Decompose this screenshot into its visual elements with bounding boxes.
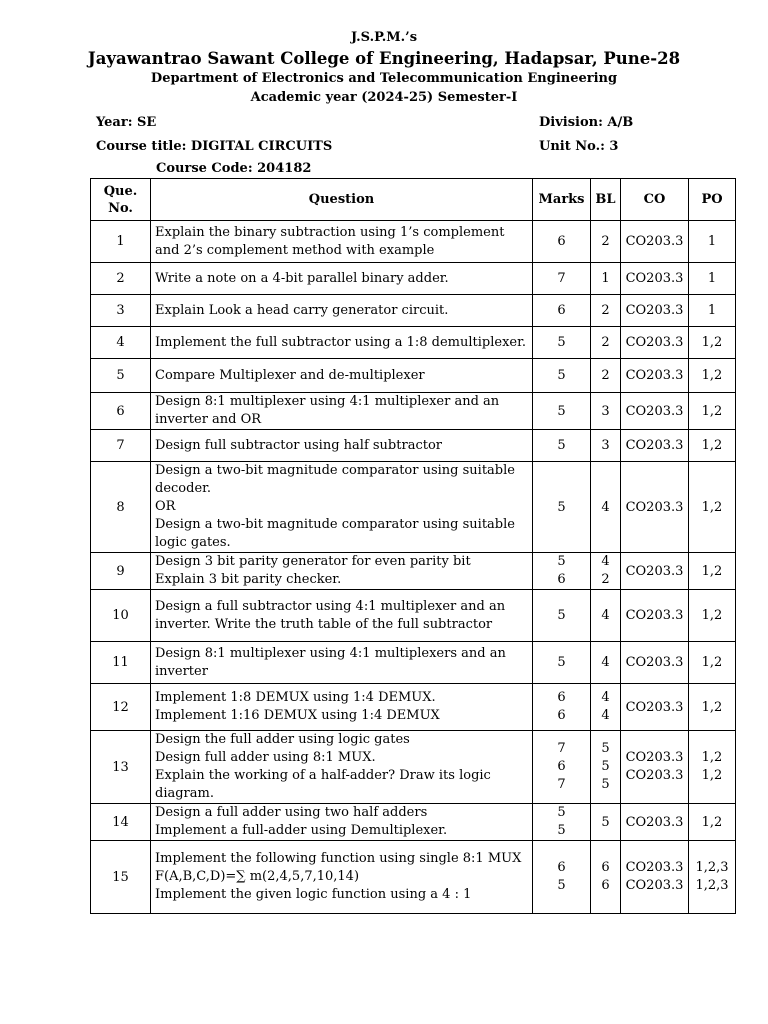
- question-text-line: Implement the following function using single 8:1 MUX: [155, 851, 522, 866]
- co-cell-line: CO203.3: [625, 750, 684, 765]
- header-co: CO: [621, 179, 689, 221]
- question-text: Implement the full subtractor using a 1:8 demultiplexer.: [151, 327, 533, 359]
- question-number: 14: [91, 804, 151, 841]
- question-text-lines: [155, 731, 528, 803]
- marks-cell-lines: [533, 804, 590, 840]
- bl-cell: [591, 841, 621, 914]
- table-row: [91, 327, 736, 359]
- co-cell: CO203.3: [621, 221, 689, 263]
- po-cell: 1: [689, 295, 736, 327]
- table-row: [91, 295, 736, 327]
- course-title: Course title: DIGITAL CIRCUITS: [96, 139, 333, 154]
- question-text-line: OR: [155, 499, 176, 514]
- question-table-body: [91, 221, 736, 914]
- marks-cell-lines: [533, 689, 590, 725]
- question-number: 13: [91, 731, 151, 804]
- marks-cell: 5: [533, 430, 591, 462]
- question-text-line: Implement 1:16 DEMUX using 1:4 DEMUX: [155, 708, 440, 723]
- marks-cell-line: 5: [557, 823, 566, 838]
- marks-cell-lines: [533, 740, 590, 794]
- bl-cell-lines: [591, 689, 620, 725]
- marks-cell: [533, 804, 591, 841]
- bl-cell: 4: [591, 462, 621, 553]
- bl-cell-lines: [591, 859, 620, 895]
- marks-cell: [533, 553, 591, 590]
- question-number: 2: [91, 263, 151, 295]
- bl-cell-line: 4: [601, 708, 610, 723]
- bl-cell-line: 4: [601, 690, 610, 705]
- po-cell: 1,2: [689, 642, 736, 684]
- bl-cell-line: 5: [601, 741, 610, 756]
- marks-cell-line: 5: [557, 554, 566, 569]
- marks-cell-line: 5: [557, 878, 566, 893]
- table-row: [91, 553, 736, 590]
- question-text-lines: [155, 850, 528, 904]
- po-cell: 1,2: [689, 359, 736, 393]
- co-cell: [621, 731, 689, 804]
- marks-cell: [533, 841, 591, 914]
- marks-cell-line: 7: [557, 741, 566, 756]
- co-cell: CO203.3: [621, 590, 689, 642]
- table-row: [91, 263, 736, 295]
- po-cell: 1,2: [689, 684, 736, 731]
- course-code: Course Code: 204182: [156, 161, 312, 176]
- marks-cell: 5: [533, 590, 591, 642]
- po-cell: 1,2: [689, 804, 736, 841]
- question-number: 6: [91, 393, 151, 430]
- po-cell-line: 1,2: [701, 768, 723, 783]
- marks-cell: [533, 731, 591, 804]
- table-row: [91, 590, 736, 642]
- question-number: 9: [91, 553, 151, 590]
- year-label: Year: SE: [96, 115, 157, 130]
- co-cell: CO203.3: [621, 804, 689, 841]
- bl-cell-line: 6: [601, 860, 610, 875]
- co-cell: [621, 841, 689, 914]
- question-text-lines: [155, 804, 528, 840]
- question-text: [151, 804, 533, 841]
- header-question-no: Que. No.: [91, 179, 151, 221]
- question-text: Design 8:1 multiplexer using 4:1 multiplexer and an inverter and OR: [151, 393, 533, 430]
- marks-cell: 5: [533, 393, 591, 430]
- bl-cell: 4: [591, 590, 621, 642]
- po-cell-line: 1,2,3: [695, 860, 729, 875]
- question-text: Compare Multiplexer and de-multiplexer: [151, 359, 533, 393]
- table-row: [91, 393, 736, 430]
- question-text: Design 8:1 multiplexer using 4:1 multiplexers and an inverter: [151, 642, 533, 684]
- header-marks: Marks: [533, 179, 591, 221]
- marks-cell-line: 6: [557, 572, 566, 587]
- question-text: Write a note on a 4-bit parallel binary adder.: [151, 263, 533, 295]
- po-cell: [689, 841, 736, 914]
- question-text-lines: [155, 689, 528, 725]
- bl-cell-line: 6: [601, 878, 610, 893]
- department-name: Department of Electronics and Telecommunication Engineering: [150, 71, 618, 86]
- co-cell-lines: [621, 859, 688, 895]
- question-text-lines: [155, 553, 528, 589]
- marks-cell-lines: [533, 859, 590, 895]
- bl-cell: 3: [591, 430, 621, 462]
- po-cell: 1,2: [689, 590, 736, 642]
- co-cell: CO203.3: [621, 430, 689, 462]
- question-text-line: Explain the working of a half-adder? Draw its logic diagram.: [155, 768, 491, 801]
- question-text: [151, 462, 533, 553]
- co-cell-line: CO203.3: [625, 878, 684, 893]
- co-cell-line: CO203.3: [625, 860, 684, 875]
- question-number: 1: [91, 221, 151, 263]
- table-row: [91, 359, 736, 393]
- question-text: [151, 684, 533, 731]
- co-cell: CO203.3: [621, 295, 689, 327]
- question-text-line: Implement the given logic function using a 4 : 1: [155, 887, 472, 902]
- po-cell: 1,2: [689, 553, 736, 590]
- marks-cell-line: 6: [557, 690, 566, 705]
- bl-cell: 1: [591, 263, 621, 295]
- bl-cell: [591, 553, 621, 590]
- question-text-line: Design the full adder using logic gates: [155, 732, 410, 747]
- bl-cell: 4: [591, 642, 621, 684]
- question-number: 10: [91, 590, 151, 642]
- table-row: [91, 731, 736, 804]
- question-text-line: F(A,B,C,D)=∑ m(2,4,5,7,10,14): [155, 869, 360, 884]
- table-header-row: [91, 179, 736, 221]
- co-cell: CO203.3: [621, 684, 689, 731]
- header-bl: BL: [591, 179, 621, 221]
- bl-cell-line: 4: [601, 554, 610, 569]
- marks-cell-line: 6: [557, 708, 566, 723]
- co-cell: CO203.3: [621, 393, 689, 430]
- question-text-line: Design a two-bit magnitude comparator using suitable logic gates.: [155, 517, 515, 550]
- marks-cell-line: 6: [557, 759, 566, 774]
- question-text: Explain Look a head carry generator circuit.: [151, 295, 533, 327]
- bl-cell-lines: [591, 740, 620, 794]
- table-row: [91, 221, 736, 263]
- marks-cell-line: 6: [557, 860, 566, 875]
- po-cell: 1,2: [689, 393, 736, 430]
- po-cell: 1: [689, 263, 736, 295]
- question-text: Design a full subtractor using 4:1 multiplexer and an inverter. Write the truth table of the full subtractor: [151, 590, 533, 642]
- question-text-lines: [155, 462, 528, 552]
- po-cell: 1: [689, 221, 736, 263]
- marks-cell: 6: [533, 221, 591, 263]
- bl-cell: [591, 684, 621, 731]
- question-text-line: Design a two-bit magnitude comparator using suitable decoder.: [155, 463, 515, 496]
- marks-cell-lines: [533, 553, 590, 589]
- question-table: [90, 178, 736, 914]
- question-text: [151, 731, 533, 804]
- header-question: Question: [151, 179, 533, 221]
- header-po: PO: [689, 179, 736, 221]
- po-cell: [689, 731, 736, 804]
- question-text-line: Implement 1:8 DEMUX using 1:4 DEMUX.: [155, 690, 436, 705]
- po-cell-lines: [689, 859, 735, 895]
- question-text-line: Implement a full-adder using Demultiplexer.: [155, 823, 448, 838]
- question-text: [151, 841, 533, 914]
- question-number: 12: [91, 684, 151, 731]
- bl-cell-line: 5: [601, 759, 610, 774]
- po-cell: 1,2: [689, 430, 736, 462]
- co-cell: CO203.3: [621, 642, 689, 684]
- unit-number: Unit No.: 3: [539, 139, 619, 154]
- bl-cell: 2: [591, 295, 621, 327]
- question-number: 3: [91, 295, 151, 327]
- marks-cell: 5: [533, 359, 591, 393]
- marks-cell-line: 7: [557, 777, 566, 792]
- marks-cell: 5: [533, 642, 591, 684]
- bl-cell-lines: [591, 553, 620, 589]
- co-cell: CO203.3: [621, 327, 689, 359]
- po-cell: 1,2: [689, 327, 736, 359]
- marks-cell: [533, 684, 591, 731]
- question-number: 5: [91, 359, 151, 393]
- marks-cell: 5: [533, 462, 591, 553]
- table-row: [91, 804, 736, 841]
- marks-cell-line: 5: [557, 805, 566, 820]
- question-text-line: Explain 3 bit parity checker.: [155, 572, 342, 587]
- marks-cell: 7: [533, 263, 591, 295]
- academic-year: Academic year (2024-25) Semester-I: [250, 90, 518, 105]
- co-cell: CO203.3: [621, 263, 689, 295]
- po-cell-line: 1,2: [701, 750, 723, 765]
- table-row: [91, 841, 736, 914]
- question-text: Design full subtractor using half subtractor: [151, 430, 533, 462]
- bl-cell-line: 2: [601, 572, 610, 587]
- bl-cell-line: 5: [601, 777, 610, 792]
- table-row: [91, 684, 736, 731]
- table-row: [91, 430, 736, 462]
- marks-cell: 5: [533, 327, 591, 359]
- division-label: Division: A/B: [539, 115, 634, 130]
- co-cell-line: CO203.3: [625, 768, 684, 783]
- bl-cell: 5: [591, 804, 621, 841]
- bl-cell: 2: [591, 359, 621, 393]
- co-cell: CO203.3: [621, 553, 689, 590]
- question-number: 15: [91, 841, 151, 914]
- question-number: 4: [91, 327, 151, 359]
- po-cell-lines: [689, 749, 735, 785]
- question-text: [151, 553, 533, 590]
- question-number: 8: [91, 462, 151, 553]
- table-row: [91, 642, 736, 684]
- bl-cell: 2: [591, 221, 621, 263]
- question-text-line: Design a full adder using two half adders: [155, 805, 428, 820]
- bl-cell: 2: [591, 327, 621, 359]
- co-cell-lines: [621, 749, 688, 785]
- co-cell: CO203.3: [621, 359, 689, 393]
- question-number: 7: [91, 430, 151, 462]
- institution-short-name: J.S.P.M.’s: [350, 30, 418, 45]
- table-row: [91, 462, 736, 553]
- college-name: Jayawantrao Sawant College of Engineering, Hadapsar, Pune-28: [87, 49, 681, 68]
- bl-cell: 3: [591, 393, 621, 430]
- bl-cell: [591, 731, 621, 804]
- marks-cell: 6: [533, 295, 591, 327]
- po-cell-line: 1,2,3: [695, 878, 729, 893]
- question-text-line: Design 3 bit parity generator for even parity bit: [155, 554, 471, 569]
- po-cell: 1,2: [689, 462, 736, 553]
- question-text: Explain the binary subtraction using 1’s complement and 2’s complement method with example: [151, 221, 533, 263]
- question-text-line: Design full adder using 8:1 MUX.: [155, 750, 376, 765]
- question-number: 11: [91, 642, 151, 684]
- co-cell: CO203.3: [621, 462, 689, 553]
